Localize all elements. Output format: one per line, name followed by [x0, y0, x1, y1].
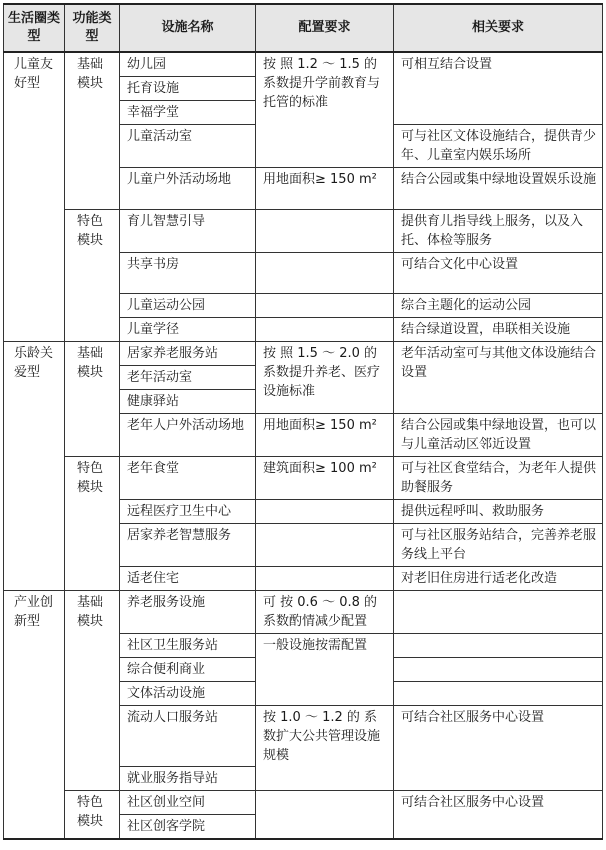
circle-type-cell: 乐龄关爱型: [4, 342, 65, 591]
facility-name: 综合便利商业: [120, 658, 256, 682]
config-req: 用地面积≥ 150 m²: [256, 414, 394, 457]
related-req: 可结合社区服务中心设置: [394, 706, 603, 791]
header-related-req: 相关要求: [394, 4, 603, 52]
facility-name: 儿童学径: [120, 318, 256, 342]
related-req: [394, 658, 603, 682]
facility-name: 幼儿园: [120, 52, 256, 77]
config-req: [256, 294, 394, 318]
related-req: [394, 682, 603, 706]
config-req: [256, 253, 394, 294]
related-req: 对老旧住房进行适老化改造: [394, 567, 603, 591]
related-req: 综合主题化的运动公园: [394, 294, 603, 318]
config-req: [256, 500, 394, 524]
facility-name: 社区创业空间: [120, 791, 256, 815]
facility-table: [3, 3, 603, 840]
facility-name: 健康驿站: [120, 390, 256, 414]
facility-name: 养老服务设施: [120, 591, 256, 634]
header-circle-type: 生活圈类型: [4, 4, 65, 52]
facility-name: 共享书房: [120, 253, 256, 294]
facility-name: 就业服务指导站: [120, 767, 256, 791]
related-req: 结合公园或集中绿地设置，也可以与儿童活动区邻近设置: [394, 414, 603, 457]
config-req: [256, 567, 394, 591]
config-req: [256, 318, 394, 342]
function-type-cell: 特色模块: [65, 791, 120, 840]
function-type-cell: 基础模块: [65, 52, 120, 210]
facility-name: 老年活动室: [120, 366, 256, 390]
config-req: 可 按 0.6 ～ 0.8 的系数酌情减少配置: [256, 591, 394, 634]
facility-name: 儿童活动室: [120, 125, 256, 168]
config-req: [256, 210, 394, 253]
header-facility-name: 设施名称: [120, 4, 256, 52]
related-req: 可结合社区服务中心设置: [394, 791, 603, 840]
related-req: [394, 634, 603, 658]
function-type-cell: 基础模块: [65, 591, 120, 791]
header-config-req: 配置要求: [256, 4, 394, 52]
facility-name: 社区创客学院: [120, 815, 256, 840]
related-req: 老年活动室可与其他文体设施结合设置: [394, 342, 603, 414]
config-req: [256, 524, 394, 567]
facility-name: 儿童户外活动场地: [120, 168, 256, 210]
header-row: [4, 4, 603, 52]
config-req: 按 1.0 ～ 1.2 的 系数扩大公共管理设施规模: [256, 706, 394, 791]
facility-name: 居家养老智慧服务: [120, 524, 256, 567]
config-req: 一般设施按需配置: [256, 634, 394, 706]
facility-name: 流动人口服务站: [120, 706, 256, 767]
facility-name: 远程医疗卫生中心: [120, 500, 256, 524]
facility-name: 儿童运动公园: [120, 294, 256, 318]
related-req: 结合公园或集中绿地设置娱乐设施: [394, 168, 603, 210]
related-req: 可结合文化中心设置: [394, 253, 603, 294]
facility-name: 育儿智慧引导: [120, 210, 256, 253]
config-req: 按 照 1.2 ～ 1.5 的系数提升学前教育与托管的标准: [256, 52, 394, 168]
related-req: 可相互结合设置: [394, 52, 603, 125]
facility-name: 社区卫生服务站: [120, 634, 256, 658]
circle-type-cell: 产业创新型: [4, 591, 65, 840]
related-req: 可与社区文体设施结合，提供青少年、儿童室内娱乐场所: [394, 125, 603, 168]
related-req: [394, 591, 603, 634]
config-req: [256, 791, 394, 840]
config-req: 用地面积≥ 150 m²: [256, 168, 394, 210]
related-req: 提供育儿指导线上服务，以及入托、体检等服务: [394, 210, 603, 253]
facility-name: 托育设施: [120, 77, 256, 101]
facility-name: 老年食堂: [120, 457, 256, 500]
circle-type-cell: 儿童友好型: [4, 52, 65, 342]
function-type-cell: 基础模块: [65, 342, 120, 457]
function-type-cell: 特色模块: [65, 210, 120, 342]
facility-name: 居家养老服务站: [120, 342, 256, 366]
related-req: 结合绿道设置，串联相关设施: [394, 318, 603, 342]
related-req: 可与社区服务站结合，完善养老服务线上平台: [394, 524, 603, 567]
facility-name: 适老住宅: [120, 567, 256, 591]
related-req: 可与社区食堂结合，为老年人提供助餐服务: [394, 457, 603, 500]
config-req: 按 照 1.5 ～ 2.0 的系数提升养老、医疗设施标准: [256, 342, 394, 414]
config-req: 建筑面积≥ 100 m²: [256, 457, 394, 500]
function-type-cell: 特色模块: [65, 457, 120, 591]
facility-name: 老年人户外活动场地: [120, 414, 256, 457]
header-function-type: 功能类型: [65, 4, 120, 52]
facility-name: 文体活动设施: [120, 682, 256, 706]
facility-name: 幸福学堂: [120, 101, 256, 125]
related-req: 提供远程呼叫、救助服务: [394, 500, 603, 524]
